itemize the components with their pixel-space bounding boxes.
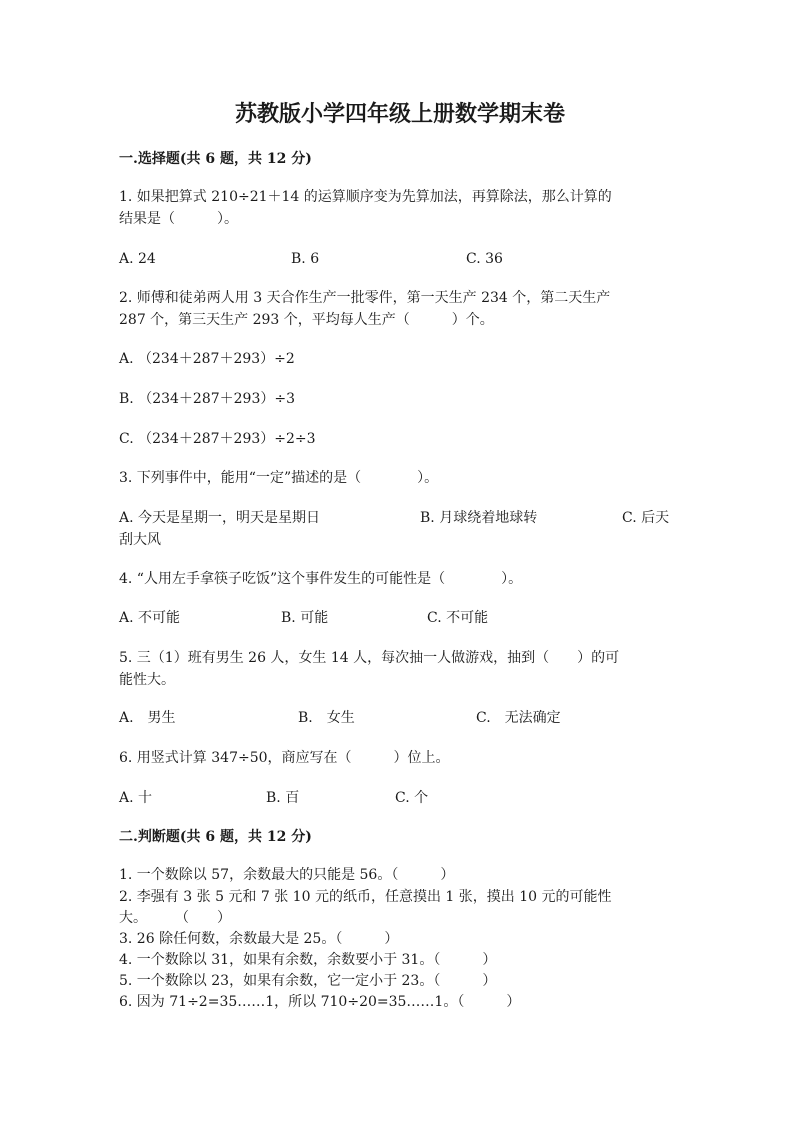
judgement-item-2-wrap: 大。 （ ） (119, 910, 231, 926)
question-5-option-b: B. 女生 (298, 710, 355, 726)
exam-title: 苏教版小学四年级上册数学期末卷 (234, 101, 565, 127)
judgement-item-6: 6. 因为 71÷2=35……1，所以 710÷20=35……1。（ ） (119, 994, 521, 1010)
question-2-option-c: C. （234＋287＋293）÷2÷3 (119, 431, 316, 447)
judgement-item-4: 4. 一个数除以 31，如果有余数，余数要小于 31。（ ） (119, 952, 497, 968)
question-3-option-c: C. 后天 (622, 510, 670, 526)
question-1-option-b: B. 6 (291, 251, 320, 267)
section-heading-judgement: 二.判断题(共 6 题，共 12 分) (119, 829, 312, 845)
question-6-option-b: B. 百 (266, 790, 300, 806)
question-5-line-2: 能性大。 (119, 672, 175, 688)
question-6-option-c: C. 个 (395, 790, 429, 806)
judgement-item-2: 2. 李强有 3 张 5 元和 7 张 10 元的纸币，任意摸出 1 张，摸出 10 元的可能性 (119, 889, 612, 905)
question-4-line-1: 4. “人用左手拿筷子吃饭”这个事件发生的可能性是（ ）。 (119, 571, 523, 587)
question-3-option-b: B. 月球绕着地球转 (420, 510, 538, 526)
question-1-option-a: A. 24 (119, 251, 156, 267)
question-4-option-b: B. 可能 (281, 610, 329, 626)
question-2-line-2: 287 个，第三天生产 293 个，平均每人生产（ ）个。 (119, 312, 494, 328)
question-3-line-1: 3. 下列事件中，能用“一定”描述的是（ ）。 (119, 470, 439, 486)
question-5-option-c: C. 无法确定 (476, 710, 561, 726)
question-5-line-1: 5. 三（1）班有男生 26 人，女生 14 人，每次抽一人做游戏，抽到（ ）的可 (119, 650, 620, 666)
section-heading-choice: 一.选择题(共 6 题，共 12 分) (119, 151, 312, 167)
question-2-option-a: A. （234＋287＋293）÷2 (119, 351, 295, 367)
question-6-line-1: 6. 用竖式计算 347÷50，商应写在（ ）位上。 (119, 750, 450, 766)
question-4-option-c: C. 不可能 (427, 610, 489, 626)
question-6-option-a: A. 十 (119, 790, 153, 806)
question-5-option-a: A. 男生 (119, 710, 176, 726)
judgement-item-1: 1. 一个数除以 57，余数最大的只能是 56。（ ） (119, 867, 455, 883)
question-3-option-c-wrap: 刮大风 (119, 532, 161, 548)
question-1-line-2: 结果是（ ）。 (119, 211, 238, 227)
judgement-item-3: 3. 26 除任何数，余数最大是 25。（ ） (119, 931, 399, 947)
question-1-option-c: C. 36 (466, 251, 503, 267)
question-2-option-b: B. （234＋287＋293）÷3 (119, 391, 295, 407)
question-2-line-1: 2. 师傅和徒弟两人用 3 天合作生产一批零件，第一天生产 234 个，第二天生产 (119, 290, 611, 306)
question-3-option-a: A. 今天是星期一，明天是星期日 (119, 510, 321, 526)
judgement-item-5: 5. 一个数除以 23，如果有余数，它一定小于 23。（ ） (119, 973, 497, 989)
question-1-line-1: 1. 如果把算式 210÷21＋14 的运算顺序变为先算加法，再算除法，那么计算的 (119, 189, 612, 205)
question-4-option-a: A. 不可能 (119, 610, 181, 626)
